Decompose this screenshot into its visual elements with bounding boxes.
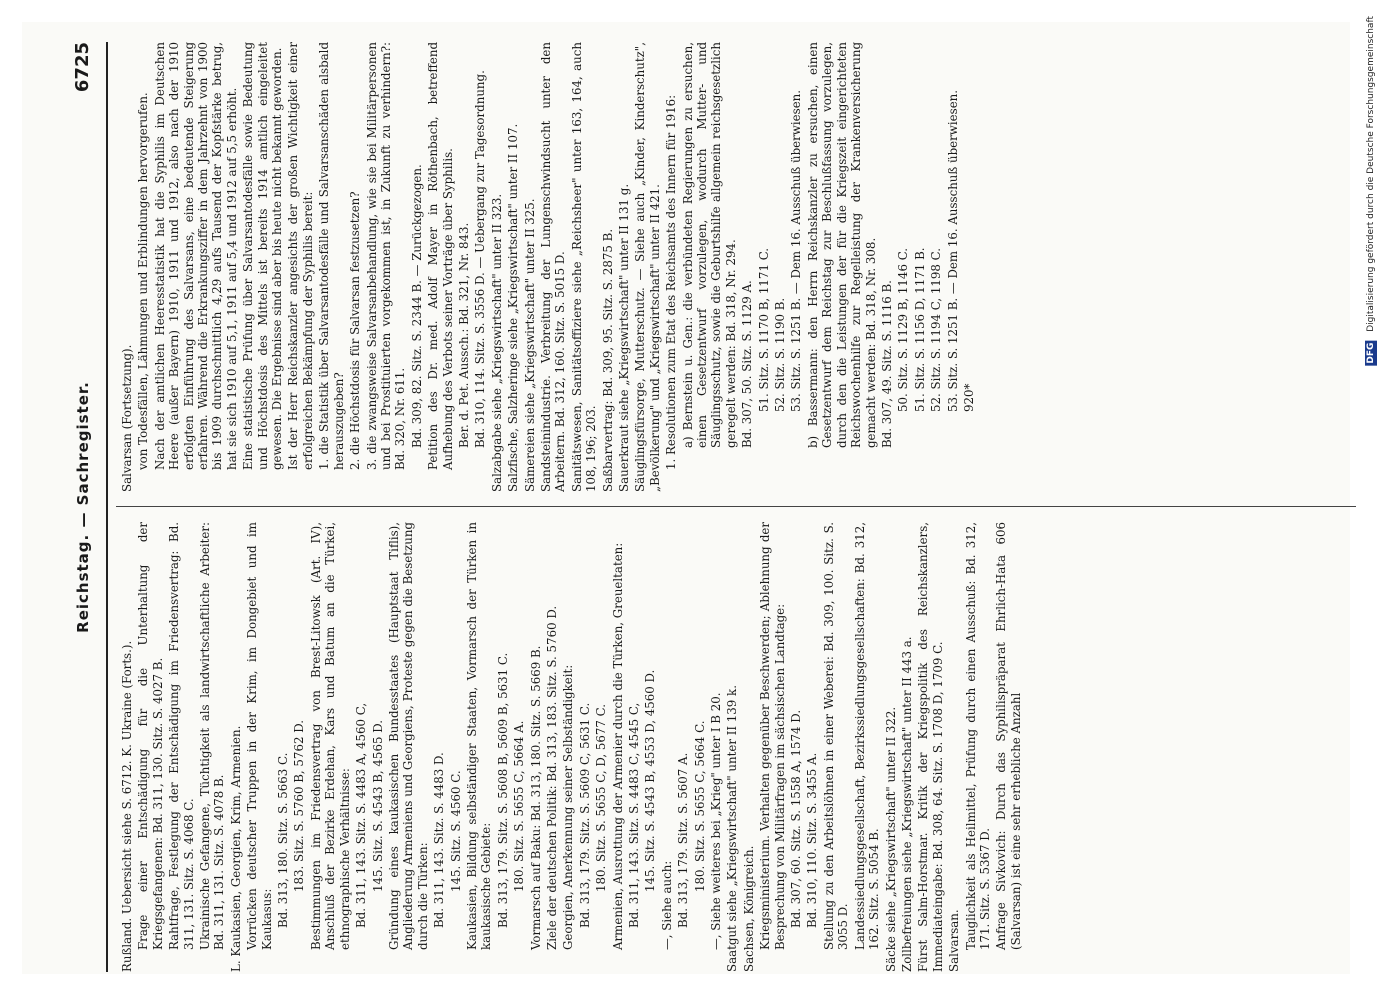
index-entry: 50. Sitz. S. 1129 B, 1146 C. bbox=[896, 247, 911, 412]
index-entry: 3. die zwangsweise Salvarsanbehandlung, wie sie bei Militärpersonen und bei Prostituierten vorgekommen ist, in Zukunft zu verhindern?: Bd. 320, Nr. 611. bbox=[364, 42, 408, 470]
index-entry: Sachsen, Königreich. bbox=[741, 845, 756, 972]
index-entry: —, Siehe auch: bbox=[659, 860, 674, 950]
index-entry: Bd. 307, 50. Sitz. S. 1129 A. bbox=[740, 280, 755, 448]
index-entry: Nach der amtlichen Heeresstatistik hat die Syphilis im Deutschen Heere (außer Bayern) 1910, 1911 und 1912, also nach der 1910 erfolgten Einführung des Salvarsans, eine bedeutende Steigerung erfahren. Während die Erkrankungsziffer in dem Jahrzehnt von 1900 bis 1909 durchschnittlich 4,29 aufs Tausend der Kopfstärke betrug, hat sie sich 1910 auf 5,1, 1911 auf 5,4 und 1912 auf 5,5 erhöht. bbox=[152, 42, 239, 470]
index-entry: Gründung eines kaukasischen Bundesstaates (Hauptstaat Tiflis), Angliederung Armeniens und Georgiens, Proteste gegen die Besetzung durch die Türken: bbox=[386, 522, 430, 950]
left-column bbox=[120, 522, 1360, 972]
index-entry: Bd. 307, 49. Sitz. S. 1116 B. bbox=[879, 280, 894, 448]
index-entry: Kriegsministerium. Verhalten gegenüber Beschwerden; Ablehnung der Besprechung von Militärfragen im sächsischen Landtage: bbox=[758, 522, 787, 950]
column-divider bbox=[116, 506, 1356, 507]
index-entry: 51. Sitz. S. 1156 D, 1171 B. bbox=[912, 247, 927, 412]
index-entry: 1. Resolutionen zum Etat des Reichsamts des Innern für 1916: bbox=[664, 94, 679, 470]
index-entry: Bd. 313, 179. Sitz. S. 5607 A. bbox=[676, 752, 691, 928]
index-entry: Bd. 310, 114. Sitz. S. 3556 D. — Uebergang zur Tagesordnung. bbox=[473, 70, 488, 448]
index-entry: Frage einer Entschädigung für die Unterhaltung der Kriegsgefangenen: Bd. 311, 130. Sitz. S. 4027 B. bbox=[136, 522, 165, 950]
index-entry: Fürst Salm-Horstmar. Kritik der Kriegspolitik des Reichskanzlers, Immediateingabe: Bd. 308, 64. Sitz. S. 1708 D, 1709 C. bbox=[916, 522, 945, 972]
index-entry: Ziele der deutschen Politik: Bd. 313, 183. Sitz. S. 5760 D. bbox=[544, 605, 559, 950]
index-entry: Sandsteinindustrie. Verbreitung der Lungenschwindsucht unter den Arbeitern. Bd. 312, 160. Sitz. S. 5015 D. bbox=[538, 42, 568, 492]
index-entry: 180. Sitz. S. 5655 C, D, 5677 C. bbox=[594, 703, 609, 892]
index-entry: von Todesfällen, Lähmungen und Erblindungen hervorgerufen. bbox=[136, 92, 151, 470]
index-entry: Bd. 309, 82. Sitz. S. 2344 B. — Zurückgezogen. bbox=[409, 164, 424, 448]
index-entry: Petition des Dr. med. Adolf Mayer in Röthenbach, betreffend Aufhebung des Verbots seiner Vorträge über Syphilis. bbox=[426, 42, 455, 470]
index-entry: Bd. 307, 60. Sitz. S. 1558 A, 1574 D. bbox=[789, 709, 804, 928]
index-entry: Landessiedlungsgesellschaft, Bezirkssiedlungsgesellschaften: Bd. 312, 162. Sitz. S. 5054 B. bbox=[852, 522, 882, 950]
index-entry: 53. Sitz. S. 1251 B. — Dem 16. Ausschuß überwiesen. bbox=[945, 89, 960, 412]
index-entry: —, Siehe weiteres bei „Krieg" unter I B 20. bbox=[709, 692, 724, 950]
index-entry: 52. Sitz. S. 1194 C, 1198 C. bbox=[929, 248, 944, 412]
index-entry: Vormarsch auf Baku: Bd. 313, 180. Sitz. S. 5669 B. bbox=[528, 645, 543, 950]
index-entry: Bd. 313, 179. Sitz. S. 5609 C, 5631 C. bbox=[577, 702, 592, 928]
index-entry: Stellung zu den Arbeitslöhnen in einer Weberei: Bd. 309, 100. Sitz. S. 3055 D. bbox=[821, 522, 851, 950]
index-entry: Säuglingsfürsorge, Mutterschutz. — Siehe auch „Kinder, Kinderschutz", „Bevölkerung" und „Kriegswirtschaft" unter II 421. bbox=[633, 42, 662, 492]
index-entry: Saatgut siehe „Kriegswirtschaft" unter II 139 k. bbox=[725, 685, 740, 972]
index-entry: Bd. 311, 143. Sitz. S. 4483 C, 4545 C, bbox=[627, 702, 641, 928]
page-header bbox=[62, 42, 108, 972]
page-number: 6725 bbox=[72, 42, 93, 93]
index-entry: 180. Sitz. S. 5655 C, 5664 C. bbox=[692, 720, 707, 892]
index-entry: 53. Sitz. S. 1251 B. — Dem 16. Ausschuß überwiesen. bbox=[789, 89, 804, 412]
index-entry: 145. Sitz. S. 4560 C. bbox=[448, 770, 463, 892]
index-entry: Ukrainische Gefangene, Tüchtigkeit als landwirtschaftliche Arbeiter: Bd. 311, 131. Sitz. S. 4078 B. bbox=[198, 522, 227, 950]
digitization-text: Digitalisierung gefördert durch die Deutsche Forschungsgemeinschaft bbox=[1366, 16, 1376, 332]
index-entry: 145. Sitz. S. 4543 B, 4553 D, 4560 D. bbox=[643, 669, 658, 892]
index-entry: 183. Sitz. S. 5760 B, 5762 D. bbox=[292, 720, 307, 892]
index-entry: Rahtfrage, Festlegung der Entschädigung im Friedensvertrag: Bd. 311, 131. Sitz. S. 4068 C. bbox=[167, 522, 196, 950]
index-entry: Saßbarvertrag: Bd. 309, 95. Sitz. S. 2875 B. bbox=[600, 228, 615, 492]
index-entry: 920* bbox=[961, 383, 976, 412]
index-entry: Salzabgabe siehe „Kriegswirtschaft" unter II 323. bbox=[489, 193, 504, 492]
index-entry: Bd. 310, 110. Sitz. S. 3455 A. bbox=[805, 752, 820, 928]
index-entry: L. Kaukasien, Georgien, Krim, Armenien. bbox=[228, 725, 243, 972]
index-entry: Bestimmungen im Friedensvertrag von Brest-Litowsk (Art. IV), Anschluß der Bezirke Erdehan, Kars und Batum an die Türkei, ethnographische Verhältnisse: bbox=[308, 522, 352, 950]
index-entry: Armenien, Ausrottung der Armenier durch die Türken, Greueltaten: bbox=[610, 542, 625, 950]
index-entry: 180. Sitz. S. 5655 C, 5664 A. bbox=[512, 720, 527, 892]
rotated-register-page bbox=[62, 42, 1362, 972]
index-entry: 51. Sitz. S. 1170 B, 1171 C. bbox=[756, 247, 771, 412]
index-entry: Salzfische, Salzheringe siehe „Kriegswirtschaft" unter II 107. bbox=[506, 123, 521, 492]
index-entry: Ber. d. Pet. Aussch.: Bd. 321, Nr. 843. bbox=[456, 222, 471, 448]
index-entry: Salvarsan (Fortsetzung). bbox=[120, 344, 134, 492]
index-entry: b) Bassermann: den Herrn Reichskanzler zu ersuchen, einen Gesetzentwurf dem Reichstag zur Beschlußfassung vorzulegen, durch den die Leistungen der für die Kriegszeit eingerichteten Reichswochenhilfe zur Regelleistung der Krankenversicherung gemacht werden: Bd. 318, Nr. 308. bbox=[805, 42, 878, 448]
index-entry: Bd. 313, 180. Sitz. S. 5663 C. bbox=[276, 752, 291, 928]
index-entry: Zollbefreiungen siehe „Kriegswirtschaft" unter II 443 a. bbox=[899, 636, 914, 972]
right-column bbox=[120, 42, 1360, 492]
index-entry: Sämereien siehe „Kriegswirtschaft" unter II 325. bbox=[522, 198, 537, 492]
index-entry: 1. die Statistik über Salvarsantodesfälle und Salvarsanschäden alsbald herauszugeben? bbox=[317, 42, 346, 470]
index-entry: Georgien, Anerkennung seiner Selbständigkeit: bbox=[561, 664, 576, 950]
index-entry: 145. Sitz. S. 4543 B, 4565 D. bbox=[370, 720, 385, 892]
index-entry: Kaukasien, Bildung selbständiger Staaten, Vormarsch der Türken in kaukasische Gebiete: bbox=[464, 522, 494, 950]
index-entry: 52. Sitz. S. 1190 B. bbox=[773, 297, 788, 412]
index-entry: Rußland. Uebersicht siehe S. 6712. K. Ukraine (Forts.). bbox=[120, 640, 134, 972]
index-entry: Sanitätswesen, Sanitätsoffiziere siehe „Reichsheer" unter 163, 164, auch 108, 196; 203. bbox=[569, 42, 599, 492]
index-entry: Bd. 313, 179. Sitz. S. 5608 B, 5609 B, 5631 C. bbox=[495, 652, 510, 928]
index-entry: 2. die Höchstdosis für Salvarsan festzusetzen? bbox=[348, 191, 363, 470]
index-entry: Anfrage Sivkovich: Durch das Syphilispräparat Ehrlich-Hata 606 (Salvarsan) ist eine sehr erhebliche Anzahl bbox=[994, 522, 1023, 950]
dfg-logo: DFG bbox=[1366, 342, 1376, 364]
document-page bbox=[22, 22, 1350, 974]
index-entry: Ist der Herr Reichskanzler angesichts der großen Wichtigkeit einer erfolgreichen Bekämpfung der Syphilis bereit: bbox=[286, 42, 315, 470]
digitization-credit bbox=[1365, 16, 1377, 366]
index-entry: Eine statistische Prüfung über Salvarsantodesfälle sowie Bedeutung und Höchstdosis des Mittels ist bereits 1914 amtlich eingeleitet gewesen. Die Ergebnisse sind aber bis heute nicht bekannt geworden. bbox=[241, 42, 285, 470]
index-entry: Bd. 311, 143. Sitz. S. 4483 A, 4560 C, bbox=[354, 702, 369, 928]
running-title: Reichstag. — Sachregister. bbox=[74, 381, 92, 633]
index-entry: a) Bernstein u. Gen.: die verbündeten Regierungen zu ersuchen, einen Gesetzentwurf vorzulegen, wodurch Mutter- und Säuglingsschutz, sowie die Geburtshilfe allgemein reichsgesetzlich geregelt werden: Bd. 318, Nr. 294. bbox=[680, 42, 738, 448]
index-entry: Vorrücken deutscher Truppen in der Krim, im Dongebiet und im Kaukasus: bbox=[245, 522, 274, 950]
index-entry: Tauglichkeit als Heilmittel, Prüfung durch einen Ausschuß: Bd. 312, 171. Sitz. S. 5367 D. bbox=[963, 522, 992, 950]
index-entry: Sauerkraut siehe „Kriegswirtschaft" unter II 131 g. bbox=[617, 183, 631, 492]
index-entry: Salvarsan. bbox=[947, 909, 962, 972]
index-entry: Bd. 311, 143. Sitz. S. 4483 D. bbox=[432, 752, 447, 928]
side-margin bbox=[1361, 0, 1383, 1000]
index-entry: Säcke siehe „Kriegswirtschaft" unter II 322. bbox=[883, 706, 898, 972]
